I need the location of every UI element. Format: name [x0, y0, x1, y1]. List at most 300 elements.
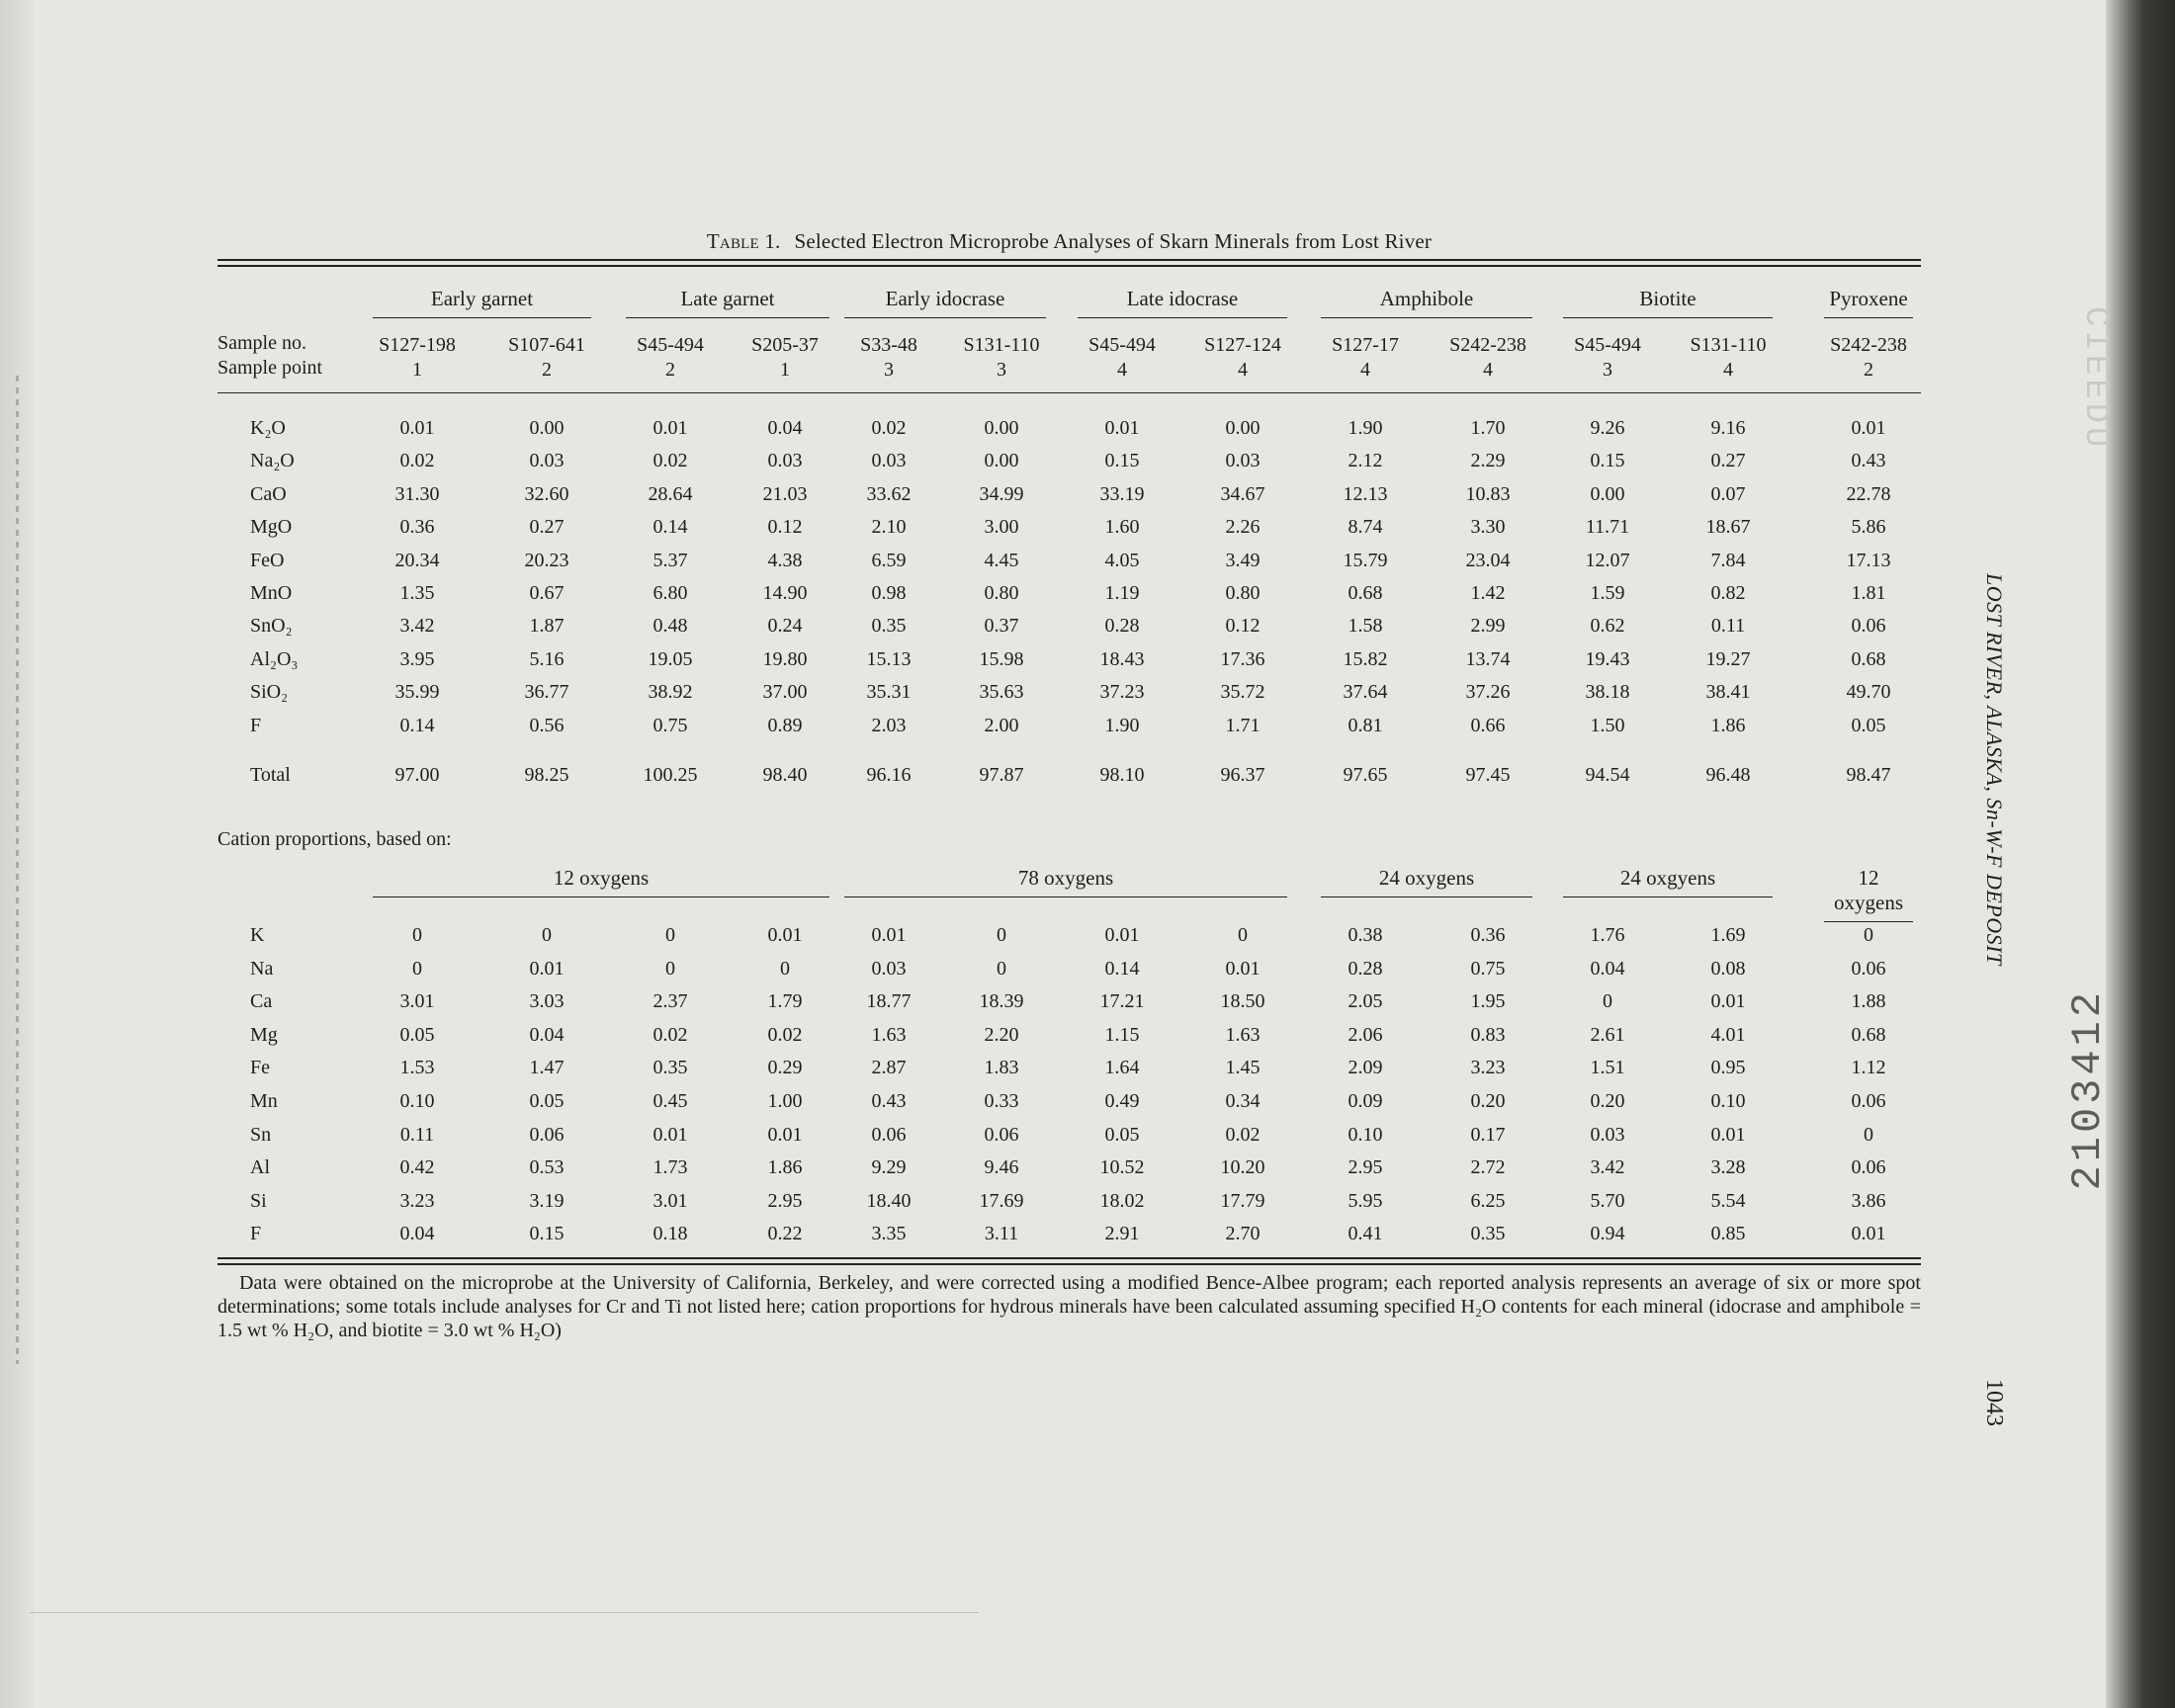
- cation-value-cell: 0.01: [1225, 958, 1261, 980]
- cation-value-cell: 3.03: [529, 990, 565, 1012]
- oxide-value-cell: 0.11: [1710, 615, 1746, 637]
- cation-value-cell: 0.01: [529, 958, 565, 980]
- table-title: [218, 229, 1921, 254]
- cation-value-cell: 18.77: [866, 990, 912, 1012]
- cation-value-cell: 18.50: [1220, 990, 1265, 1012]
- oxide-value-cell: 37.00: [762, 681, 808, 703]
- cation-value-cell: 2.61: [1590, 1024, 1625, 1046]
- cation-value-cell: 17.79: [1220, 1190, 1265, 1212]
- cation-value-cell: 0: [412, 924, 422, 946]
- oxide-value-cell: 0.14: [399, 715, 435, 736]
- cation-value-cell: 4.01: [1710, 1024, 1746, 1046]
- cation-value-cell: 0.41: [1348, 1223, 1383, 1244]
- cation-value-cell: 0.06: [871, 1124, 907, 1146]
- sample-point-cell: 1: [780, 359, 790, 381]
- oxide-value-cell: 28.64: [648, 483, 693, 505]
- cation-caption: Cation proportions, based on:: [218, 828, 452, 850]
- cation-value-cell: 0.06: [1851, 1090, 1886, 1112]
- oxide-value-cell: 10.83: [1465, 483, 1511, 505]
- cation-row-label: Ca: [250, 990, 273, 1012]
- oxide-value-cell: 13.74: [1465, 648, 1511, 670]
- oxide-value-cell: 19.05: [648, 648, 693, 670]
- oxide-value-cell: 0.02: [871, 417, 907, 439]
- oxide-value-cell: 0.03: [529, 450, 565, 471]
- oxide-value-cell: 0.67: [529, 582, 565, 604]
- oxide-value-cell: 11.71: [1585, 516, 1630, 538]
- oxide-value-cell: 15.79: [1343, 550, 1388, 571]
- cation-value-cell: 0.05: [399, 1024, 435, 1046]
- cation-value-cell: 6.25: [1470, 1190, 1506, 1212]
- oxide-value-cell: 0.62: [1590, 615, 1625, 637]
- oxide-value-cell: 0.00: [529, 417, 565, 439]
- oxide-row-label: MgO: [250, 516, 293, 538]
- oxide-value-cell: 18.43: [1099, 648, 1145, 670]
- cation-value-cell: 0.53: [529, 1156, 565, 1178]
- oxide-value-cell: 0.01: [399, 417, 435, 439]
- oxide-value-cell: 1.58: [1348, 615, 1383, 637]
- oxide-value-cell: 0.15: [1590, 450, 1625, 471]
- cation-value-cell: 2.09: [1348, 1057, 1383, 1078]
- oxide-value-cell: 0.01: [1851, 417, 1886, 439]
- cation-value-cell: 0.75: [1470, 958, 1506, 980]
- sample-number-cell: S33-48: [860, 334, 917, 356]
- cation-value-cell: 1.73: [652, 1156, 688, 1178]
- oxygen-basis-header: 12 oxygens: [373, 866, 829, 897]
- cation-value-cell: 0.04: [399, 1223, 435, 1244]
- oxide-value-cell: 15.13: [866, 648, 912, 670]
- oxide-value-cell: 35.31: [866, 681, 912, 703]
- oxide-value-cell: 0.75: [652, 715, 688, 736]
- scan-left-edge: [0, 0, 34, 1708]
- oxide-value-cell: 4.45: [984, 550, 1019, 571]
- cation-value-cell: 0.35: [652, 1057, 688, 1078]
- oxide-value-cell: 9.26: [1590, 417, 1625, 439]
- page-number: 1043: [1981, 1379, 2007, 1426]
- oxide-value-cell: 0.27: [529, 516, 565, 538]
- cation-value-cell: 1.63: [871, 1024, 907, 1046]
- oxide-value-cell: 18.67: [1705, 516, 1751, 538]
- oxide-value-cell: 38.92: [648, 681, 693, 703]
- sample-point-cell: 2: [1864, 359, 1873, 381]
- scan-edge-marks: [16, 376, 19, 1364]
- cation-value-cell: 0.01: [767, 924, 803, 946]
- total-value-cell: 97.87: [979, 764, 1024, 786]
- oxide-value-cell: 20.23: [524, 550, 569, 571]
- oxide-value-cell: 0.36: [399, 516, 435, 538]
- cation-value-cell: 0: [1864, 924, 1873, 946]
- cation-value-cell: 3.11: [984, 1223, 1019, 1244]
- oxide-value-cell: 3.95: [399, 648, 435, 670]
- sample-number-cell: S107-641: [508, 334, 585, 356]
- oxygen-basis-header: 78 oxygens: [844, 866, 1287, 897]
- cation-value-cell: 0.02: [767, 1024, 803, 1046]
- oxide-value-cell: 1.59: [1590, 582, 1625, 604]
- oxide-value-cell: 15.82: [1343, 648, 1388, 670]
- oxide-value-cell: 0.03: [1225, 450, 1261, 471]
- cation-value-cell: 1.51: [1590, 1057, 1625, 1078]
- total-value-cell: 97.00: [394, 764, 440, 786]
- oxide-value-cell: 2.12: [1348, 450, 1383, 471]
- oxide-value-cell: 32.60: [524, 483, 569, 505]
- cation-value-cell: 3.28: [1710, 1156, 1746, 1178]
- cation-value-cell: 0.01: [1104, 924, 1140, 946]
- mineral-group-header: Early garnet: [373, 287, 591, 318]
- cation-row-label: Sn: [250, 1124, 272, 1146]
- oxide-value-cell: 0.02: [652, 450, 688, 471]
- cation-value-cell: 18.39: [979, 990, 1024, 1012]
- cation-value-cell: 0.03: [1590, 1124, 1625, 1146]
- oxide-value-cell: 36.77: [524, 681, 569, 703]
- cation-value-cell: 0: [780, 958, 790, 980]
- cation-value-cell: 1.95: [1470, 990, 1506, 1012]
- cation-value-cell: 0: [1238, 924, 1248, 946]
- oxide-value-cell: 1.35: [399, 582, 435, 604]
- total-value-cell: 98.47: [1846, 764, 1891, 786]
- oxide-value-cell: 0.80: [984, 582, 1019, 604]
- oxide-row-label: Na₂O: [250, 450, 295, 471]
- sample-point-cell: 3: [997, 359, 1006, 381]
- oxide-value-cell: 0.68: [1851, 648, 1886, 670]
- cation-value-cell: 0: [997, 958, 1006, 980]
- mineral-group-header: Late garnet: [626, 287, 829, 318]
- cation-value-cell: 1.12: [1851, 1057, 1886, 1078]
- oxide-value-cell: 0.82: [1710, 582, 1746, 604]
- oxide-value-cell: 0.35: [871, 615, 907, 637]
- total-row-label: Total: [250, 764, 291, 786]
- cation-value-cell: 0.01: [1851, 1223, 1886, 1244]
- cation-value-cell: 0.04: [529, 1024, 565, 1046]
- oxide-value-cell: 0.03: [871, 450, 907, 471]
- oxide-value-cell: 0.06: [1851, 615, 1886, 637]
- oxide-value-cell: 33.19: [1099, 483, 1145, 505]
- cation-value-cell: 3.86: [1851, 1190, 1886, 1212]
- cation-value-cell: 0.10: [1710, 1090, 1746, 1112]
- cation-value-cell: 0.02: [652, 1024, 688, 1046]
- cation-value-cell: 0.06: [1851, 1156, 1886, 1178]
- oxide-value-cell: 38.18: [1585, 681, 1630, 703]
- oxide-value-cell: 3.49: [1225, 550, 1261, 571]
- sample-point-cell: 4: [1238, 359, 1248, 381]
- cation-row-label: Al: [250, 1156, 270, 1178]
- oxide-value-cell: 9.16: [1710, 417, 1746, 439]
- oxide-value-cell: 0.15: [1104, 450, 1140, 471]
- cation-value-cell: 0: [1864, 1124, 1873, 1146]
- cation-value-cell: 1.15: [1104, 1024, 1140, 1046]
- cation-value-cell: 0.04: [1590, 958, 1625, 980]
- cation-value-cell: 0.95: [1710, 1057, 1746, 1078]
- oxygen-basis-header: 24 oxygens: [1321, 866, 1532, 897]
- total-value-cell: 96.16: [866, 764, 912, 786]
- total-value-cell: 98.40: [762, 764, 808, 786]
- oxide-value-cell: 33.62: [866, 483, 912, 505]
- cation-value-cell: 0.01: [871, 924, 907, 946]
- oxide-value-cell: 35.63: [979, 681, 1024, 703]
- cation-value-cell: 1.76: [1590, 924, 1625, 946]
- oxide-value-cell: 2.00: [984, 715, 1019, 736]
- cation-value-cell: 0.06: [1851, 958, 1886, 980]
- archive-stamp-number: 2103412: [2064, 988, 2112, 1191]
- cation-value-cell: 0.35: [1470, 1223, 1506, 1244]
- oxide-value-cell: 0.48: [652, 615, 688, 637]
- oxide-value-cell: 17.13: [1846, 550, 1891, 571]
- cation-value-cell: 0.05: [1104, 1124, 1140, 1146]
- cation-value-cell: 0.49: [1104, 1090, 1140, 1112]
- cation-value-cell: 0.15: [529, 1223, 565, 1244]
- cation-value-cell: 0.17: [1470, 1124, 1506, 1146]
- cation-row-label: F: [250, 1223, 262, 1244]
- oxide-value-cell: 15.98: [979, 648, 1024, 670]
- oxide-row-label: F: [250, 715, 262, 736]
- oxide-value-cell: 0.04: [767, 417, 803, 439]
- oxide-value-cell: 0.24: [767, 615, 803, 637]
- sample-number-cell: S242-238: [1830, 334, 1907, 356]
- table-top-rule-inner: [218, 265, 1921, 267]
- cation-value-cell: 2.70: [1225, 1223, 1261, 1244]
- cation-value-cell: 0.42: [399, 1156, 435, 1178]
- mineral-group-header: Early idocrase: [844, 287, 1046, 318]
- scan-artifact-line: [30, 1612, 979, 1613]
- cation-value-cell: 0.36: [1470, 924, 1506, 946]
- oxide-value-cell: 1.71: [1225, 715, 1261, 736]
- oxide-value-cell: 21.03: [762, 483, 808, 505]
- cation-value-cell: 0.03: [871, 958, 907, 980]
- oxide-value-cell: 0.66: [1470, 715, 1506, 736]
- oxide-value-cell: 0.80: [1225, 582, 1261, 604]
- sample-number-cell: S131-110: [963, 334, 1040, 356]
- sample-point-cell: 2: [665, 359, 675, 381]
- sample-number-cell: S131-110: [1690, 334, 1767, 356]
- sample-point-cell: 1: [412, 359, 422, 381]
- cation-value-cell: 9.29: [871, 1156, 907, 1178]
- cation-value-cell: 0.02: [1225, 1124, 1261, 1146]
- cation-value-cell: 0.05: [529, 1090, 565, 1112]
- oxide-value-cell: 0.01: [1104, 417, 1140, 439]
- sample-point-cell: 4: [1723, 359, 1733, 381]
- oxide-value-cell: 0.28: [1104, 615, 1140, 637]
- cation-value-cell: 1.79: [767, 990, 803, 1012]
- oxide-value-cell: 1.50: [1590, 715, 1625, 736]
- oxide-value-cell: 0.68: [1348, 582, 1383, 604]
- cation-value-cell: 3.23: [399, 1190, 435, 1212]
- oxide-value-cell: 3.30: [1470, 516, 1506, 538]
- cation-row-label: Si: [250, 1190, 267, 1212]
- sample-point-cell: 4: [1117, 359, 1127, 381]
- oxide-value-cell: 12.13: [1343, 483, 1388, 505]
- header-bottom-rule: [218, 392, 1921, 393]
- oxide-value-cell: 14.90: [762, 582, 808, 604]
- mineral-group-header: Biotite: [1563, 287, 1773, 318]
- cation-value-cell: 0: [665, 924, 675, 946]
- oxide-value-cell: 0.02: [399, 450, 435, 471]
- cation-value-cell: 0.01: [652, 1124, 688, 1146]
- cation-value-cell: 1.83: [984, 1057, 1019, 1078]
- oxide-value-cell: 0.03: [767, 450, 803, 471]
- oxygen-basis-header: 12 oxygens: [1824, 866, 1913, 922]
- oxide-value-cell: 4.38: [767, 550, 803, 571]
- cation-value-cell: 2.05: [1348, 990, 1383, 1012]
- cation-value-cell: 2.87: [871, 1057, 907, 1078]
- cation-value-cell: 1.69: [1710, 924, 1746, 946]
- cation-value-cell: 0.01: [1710, 990, 1746, 1012]
- cation-value-cell: 0.10: [399, 1090, 435, 1112]
- cation-value-cell: 3.42: [1590, 1156, 1625, 1178]
- cation-value-cell: 0: [412, 958, 422, 980]
- oxide-value-cell: 2.03: [871, 715, 907, 736]
- oxide-value-cell: 3.00: [984, 516, 1019, 538]
- oxide-value-cell: 0.00: [1590, 483, 1625, 505]
- cation-value-cell: 3.19: [529, 1190, 565, 1212]
- cation-value-cell: 1.63: [1225, 1024, 1261, 1046]
- archive-stamp-faint: CIEEDU: [2076, 306, 2114, 452]
- cation-row-label: Fe: [250, 1057, 270, 1078]
- oxide-value-cell: 22.78: [1846, 483, 1891, 505]
- oxide-value-cell: 2.29: [1470, 450, 1506, 471]
- cation-value-cell: 3.01: [652, 1190, 688, 1212]
- oxide-value-cell: 4.05: [1104, 550, 1140, 571]
- mineral-group-header: Late idocrase: [1078, 287, 1287, 318]
- total-value-cell: 97.65: [1343, 764, 1388, 786]
- total-value-cell: 100.25: [643, 764, 698, 786]
- cation-value-cell: 0.08: [1710, 958, 1746, 980]
- table-footnote: Data were obtained on the microprobe at the University of California, Berkeley, and were corrected using a modified Bence-Albee program; each reported analysis represents an average of six or more spot determinations; some totals include analyses for Cr and Ti not listed here; cation proportions for hydrous minerals have been calculated assuming specified H₂O contents for each mineral (idocrase and amphibole = 1.5 wt % H₂O, and biotite = 3.0 wt % H₂O): [218, 1272, 1921, 1341]
- cation-value-cell: 2.72: [1470, 1156, 1506, 1178]
- cation-value-cell: 17.21: [1099, 990, 1145, 1012]
- cation-value-cell: 0.43: [871, 1090, 907, 1112]
- cation-value-cell: 3.35: [871, 1223, 907, 1244]
- oxide-value-cell: 2.10: [871, 516, 907, 538]
- total-value-cell: 98.10: [1099, 764, 1145, 786]
- cation-value-cell: 0.18: [652, 1223, 688, 1244]
- cation-value-cell: 5.54: [1710, 1190, 1746, 1212]
- cation-row-label: K: [250, 924, 265, 946]
- oxide-value-cell: 38.41: [1705, 681, 1751, 703]
- cation-value-cell: 18.02: [1099, 1190, 1145, 1212]
- sample-no-label: Sample no.: [218, 332, 306, 354]
- cation-value-cell: 0.14: [1104, 958, 1140, 980]
- oxide-value-cell: 1.81: [1851, 582, 1886, 604]
- oxide-value-cell: 1.87: [529, 615, 565, 637]
- cation-value-cell: 0.22: [767, 1223, 803, 1244]
- cation-value-cell: 1.45: [1225, 1057, 1261, 1078]
- oxide-value-cell: 19.27: [1705, 648, 1751, 670]
- oxide-value-cell: 0.14: [652, 516, 688, 538]
- cation-value-cell: 9.46: [984, 1156, 1019, 1178]
- cation-value-cell: 0: [542, 924, 552, 946]
- cation-value-cell: 0.11: [399, 1124, 435, 1146]
- oxide-value-cell: 8.74: [1348, 516, 1383, 538]
- cation-value-cell: 0.83: [1470, 1024, 1506, 1046]
- cation-row-label: Na: [250, 958, 274, 980]
- sample-point-cell: 2: [542, 359, 552, 381]
- oxide-row-label: SnO₂: [250, 615, 293, 637]
- oxide-value-cell: 0.00: [984, 417, 1019, 439]
- cation-value-cell: 0.45: [652, 1090, 688, 1112]
- oxide-value-cell: 19.43: [1585, 648, 1630, 670]
- cation-value-cell: 5.70: [1590, 1190, 1625, 1212]
- oxide-value-cell: 1.19: [1104, 582, 1140, 604]
- cation-value-cell: 0.20: [1590, 1090, 1625, 1112]
- oxide-value-cell: 5.37: [652, 550, 688, 571]
- oxide-value-cell: 0.81: [1348, 715, 1383, 736]
- oxide-value-cell: 5.86: [1851, 516, 1886, 538]
- total-value-cell: 96.48: [1705, 764, 1751, 786]
- cation-value-cell: 2.20: [984, 1024, 1019, 1046]
- table-bottom-rule: [218, 1257, 1921, 1259]
- oxide-value-cell: 6.59: [871, 550, 907, 571]
- oxide-value-cell: 37.26: [1465, 681, 1511, 703]
- cation-value-cell: 0.20: [1470, 1090, 1506, 1112]
- table-bottom-rule-inner: [218, 1263, 1921, 1265]
- oxide-value-cell: 7.84: [1710, 550, 1746, 571]
- oxide-value-cell: 1.90: [1348, 417, 1383, 439]
- total-value-cell: 96.37: [1220, 764, 1265, 786]
- oxide-value-cell: 0.07: [1710, 483, 1746, 505]
- cation-value-cell: 0.01: [1710, 1124, 1746, 1146]
- cation-value-cell: 0.38: [1348, 924, 1383, 946]
- oxide-row-label: Al₂O₃: [250, 648, 299, 670]
- oxide-value-cell: 0.89: [767, 715, 803, 736]
- cation-value-cell: 10.52: [1099, 1156, 1145, 1178]
- oxide-value-cell: 1.90: [1104, 715, 1140, 736]
- oxide-row-label: MnO: [250, 582, 293, 604]
- oxide-row-label: FeO: [250, 550, 285, 571]
- oxide-value-cell: 37.23: [1099, 681, 1145, 703]
- sample-number-cell: S45-494: [637, 334, 704, 356]
- mineral-group-header: Pyroxene: [1824, 287, 1913, 318]
- cation-value-cell: 17.69: [979, 1190, 1024, 1212]
- oxide-row-label: K₂O: [250, 417, 286, 439]
- oxide-value-cell: 35.72: [1220, 681, 1265, 703]
- oxide-value-cell: 31.30: [394, 483, 440, 505]
- oxide-value-cell: 37.64: [1343, 681, 1388, 703]
- cation-value-cell: 0.06: [984, 1124, 1019, 1146]
- oxide-value-cell: 1.86: [1710, 715, 1746, 736]
- oxide-value-cell: 17.36: [1220, 648, 1265, 670]
- cation-value-cell: 0: [665, 958, 675, 980]
- cation-row-label: Mg: [250, 1024, 278, 1046]
- sample-number-cell: S127-124: [1204, 334, 1281, 356]
- oxide-value-cell: 1.42: [1470, 582, 1506, 604]
- oxide-value-cell: 0.56: [529, 715, 565, 736]
- table-top-rule: [218, 259, 1921, 261]
- oxide-row-label: CaO: [250, 483, 287, 505]
- running-head: LOST RIVER, ALASKA, Sn-W-F DEPOSIT: [1982, 573, 2007, 966]
- oxygen-basis-header: 24 oxgyens: [1563, 866, 1773, 897]
- oxide-value-cell: 19.80: [762, 648, 808, 670]
- cation-value-cell: 3.01: [399, 990, 435, 1012]
- oxide-value-cell: 2.99: [1470, 615, 1506, 637]
- table-label: Table 1.: [706, 229, 781, 253]
- cation-value-cell: 1.86: [767, 1156, 803, 1178]
- cation-value-cell: 2.95: [767, 1190, 803, 1212]
- cation-value-cell: 2.95: [1348, 1156, 1383, 1178]
- cation-value-cell: 5.95: [1348, 1190, 1383, 1212]
- cation-value-cell: 0.94: [1590, 1223, 1625, 1244]
- oxide-value-cell: 49.70: [1846, 681, 1891, 703]
- cation-row-label: Mn: [250, 1090, 278, 1112]
- oxide-value-cell: 0.12: [767, 516, 803, 538]
- oxide-value-cell: 6.80: [652, 582, 688, 604]
- total-value-cell: 94.54: [1585, 764, 1630, 786]
- cation-value-cell: 0: [1603, 990, 1612, 1012]
- cation-value-cell: 2.37: [652, 990, 688, 1012]
- oxide-value-cell: 0.98: [871, 582, 907, 604]
- cation-value-cell: 18.40: [866, 1190, 912, 1212]
- cation-value-cell: 10.20: [1220, 1156, 1265, 1178]
- sample-point-cell: 3: [884, 359, 894, 381]
- oxide-value-cell: 0.37: [984, 615, 1019, 637]
- cation-value-cell: 0.10: [1348, 1124, 1383, 1146]
